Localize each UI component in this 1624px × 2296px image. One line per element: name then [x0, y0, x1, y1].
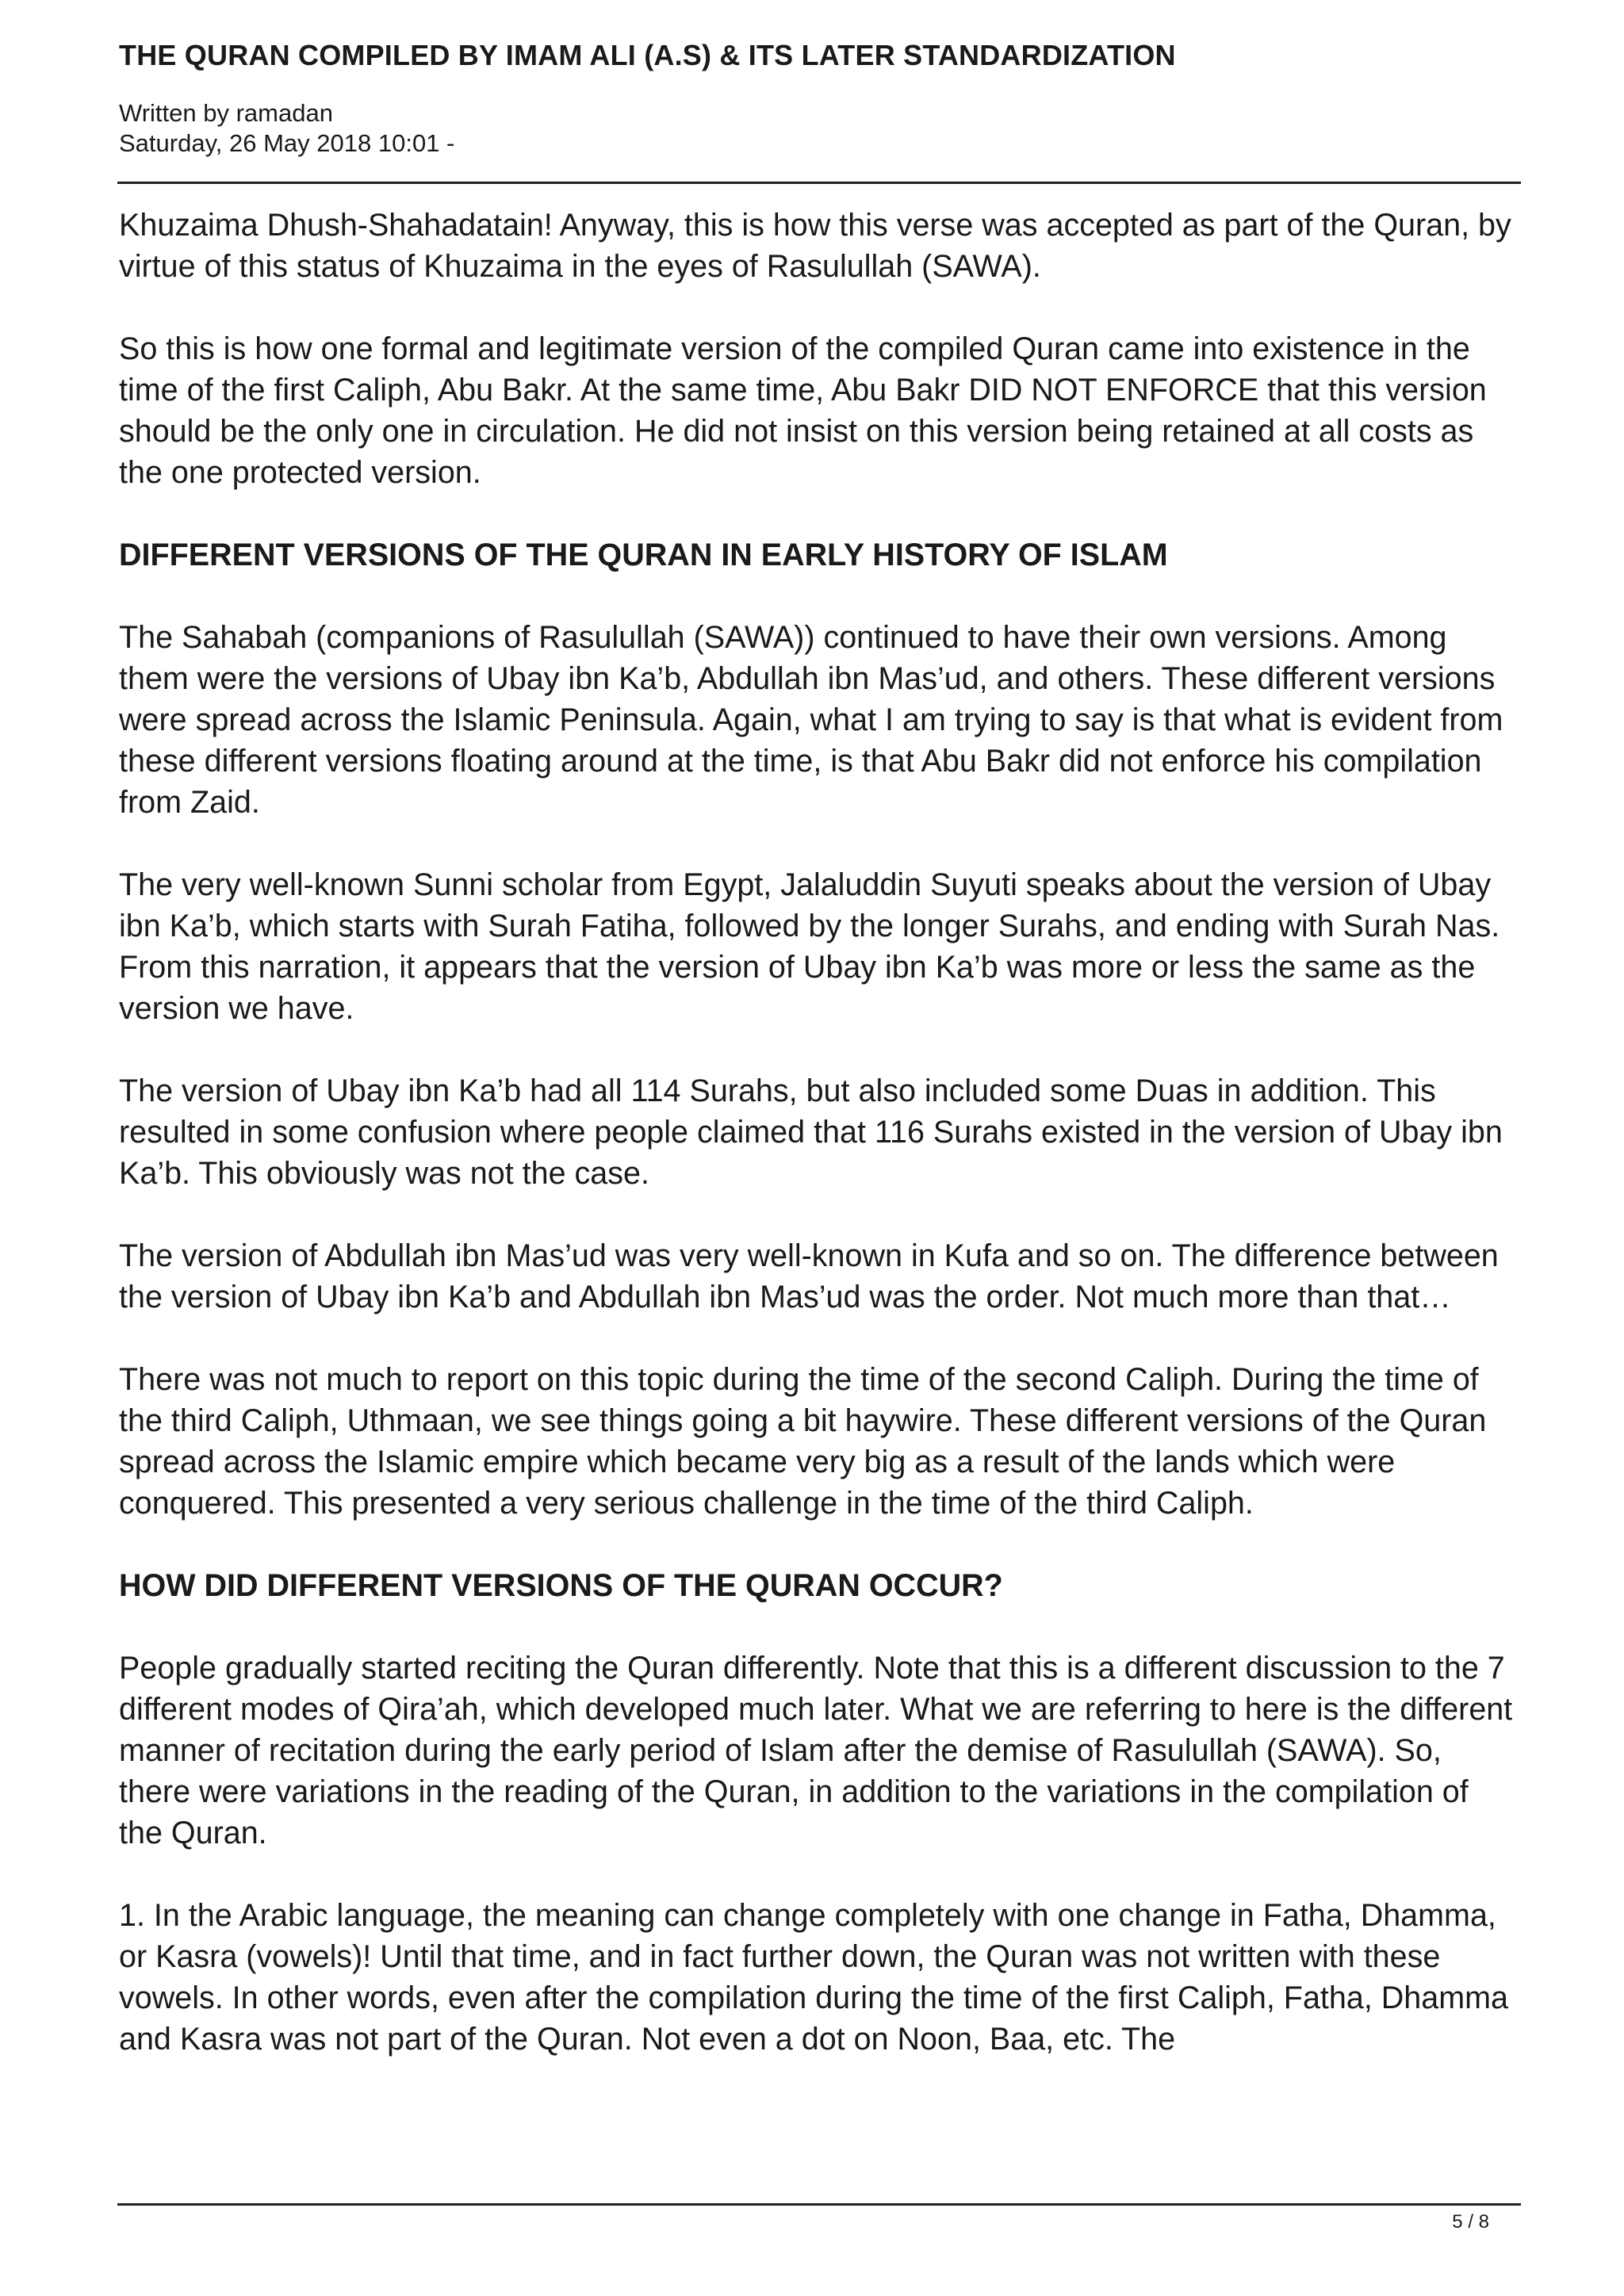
- paragraph: The version of Abdullah ibn Mas’ud was very well-known in Kufa and so on. The difference between the version of Ubay ibn Ka’b and Abdullah ibn Mas’ud was the order. Not much more than that…: [119, 1238, 1499, 1314]
- paragraph: The very well-known Sunni scholar from Egypt, Jalaluddin Suyuti speaks about the version of Ubay ibn Ka’b, which starts with Surah Fatiha, followed by the longer Surahs, and ending with Surah Nas. From this narration, it appears that the version of Ubay ibn Ka’b was more or less the same as the version we have.: [119, 867, 1500, 1026]
- author-line: Written by ramadan: [119, 99, 333, 127]
- page-number: 5 / 8: [1452, 2211, 1489, 2233]
- page-header: [119, 35, 1519, 159]
- paragraph: 1. In the Arabic language, the meaning can change completely with one change in Fatha, Dhamma, or Kasra (vowels)! Until that time, and in fact further down, the Quran was not written with these vowels. In other words, even after the compilation during the time of the first Caliph, Fatha, Dhamma and Kasra was not part of the Quran. Not even a dot on Noon, Baa, etc. The: [119, 1898, 1509, 2057]
- paragraph: The version of Ubay ibn Ka’b had all 114 Surahs, but also included some Duas in addition. This resulted in some confusion where people claimed that 116 Surahs existed in the version of Ubay ibn Ka’b. This obviously was not the case.: [119, 1073, 1503, 1191]
- paragraph: People gradually started reciting the Quran differently. Note that this is a different discussion to the 7 different modes of Qira’ah, which developed much later. What we are referring to here is the different manner of recitation during the early period of Islam after the demise of Rasulullah (SAWA). So, there were variations in the reading of the Quran, in addition to the variations in the compilation of the Quran.: [119, 1651, 1513, 1850]
- footer-divider: [117, 2203, 1521, 2206]
- section-heading: DIFFERENT VERSIONS OF THE QURAN IN EARLY HISTORY OF ISLAM: [119, 538, 1168, 572]
- paragraph: There was not much to report on this topic during the time of the second Caliph. During the time of the third Caliph, Uthmaan, we see things going a bit haywire. These different versions of the Quran spread across the Islamic empire which became very big as a result of the lands which were conquered. This presented a very serious challenge in the time of the third Caliph.: [119, 1362, 1487, 1521]
- document-title: THE QURAN COMPILED BY IMAM ALI (A.S) & ITS LATER STANDARDIZATION: [119, 39, 1176, 71]
- date-line: Saturday, 26 May 2018 10:01 -: [119, 129, 455, 157]
- paragraph: The Sahabah (companions of Rasulullah (SAWA)) continued to have their own versions. Among them were the versions of Ubay ibn Ka’b, Abdullah ibn Mas’ud, and others. These different versions were spread across the Islamic Peninsula. Again, what I am trying to say is that what is evident from these different versions floating around at the time, is that Abu Bakr did not enforce his compilation from Zaid.: [119, 620, 1503, 820]
- header-divider: [117, 182, 1521, 184]
- paragraph: Khuzaima Dhush-Shahadatain! Anyway, this is how this verse was accepted as part of the Quran, by virtue of this status of Khuzaima in the eyes of Rasulullah (SAWA).: [119, 208, 1511, 284]
- article-body: [119, 205, 1519, 2101]
- paragraph: So this is how one formal and legitimate version of the compiled Quran came into existence in the time of the first Caliph, Abu Bakr. At the same time, Abu Bakr DID NOT ENFORCE that this version should be the only one in circulation. He did not insist on this version being retained at all costs as the one protected version.: [119, 331, 1487, 490]
- section-heading: HOW DID DIFFERENT VERSIONS OF THE QURAN OCCUR?: [119, 1568, 1003, 1603]
